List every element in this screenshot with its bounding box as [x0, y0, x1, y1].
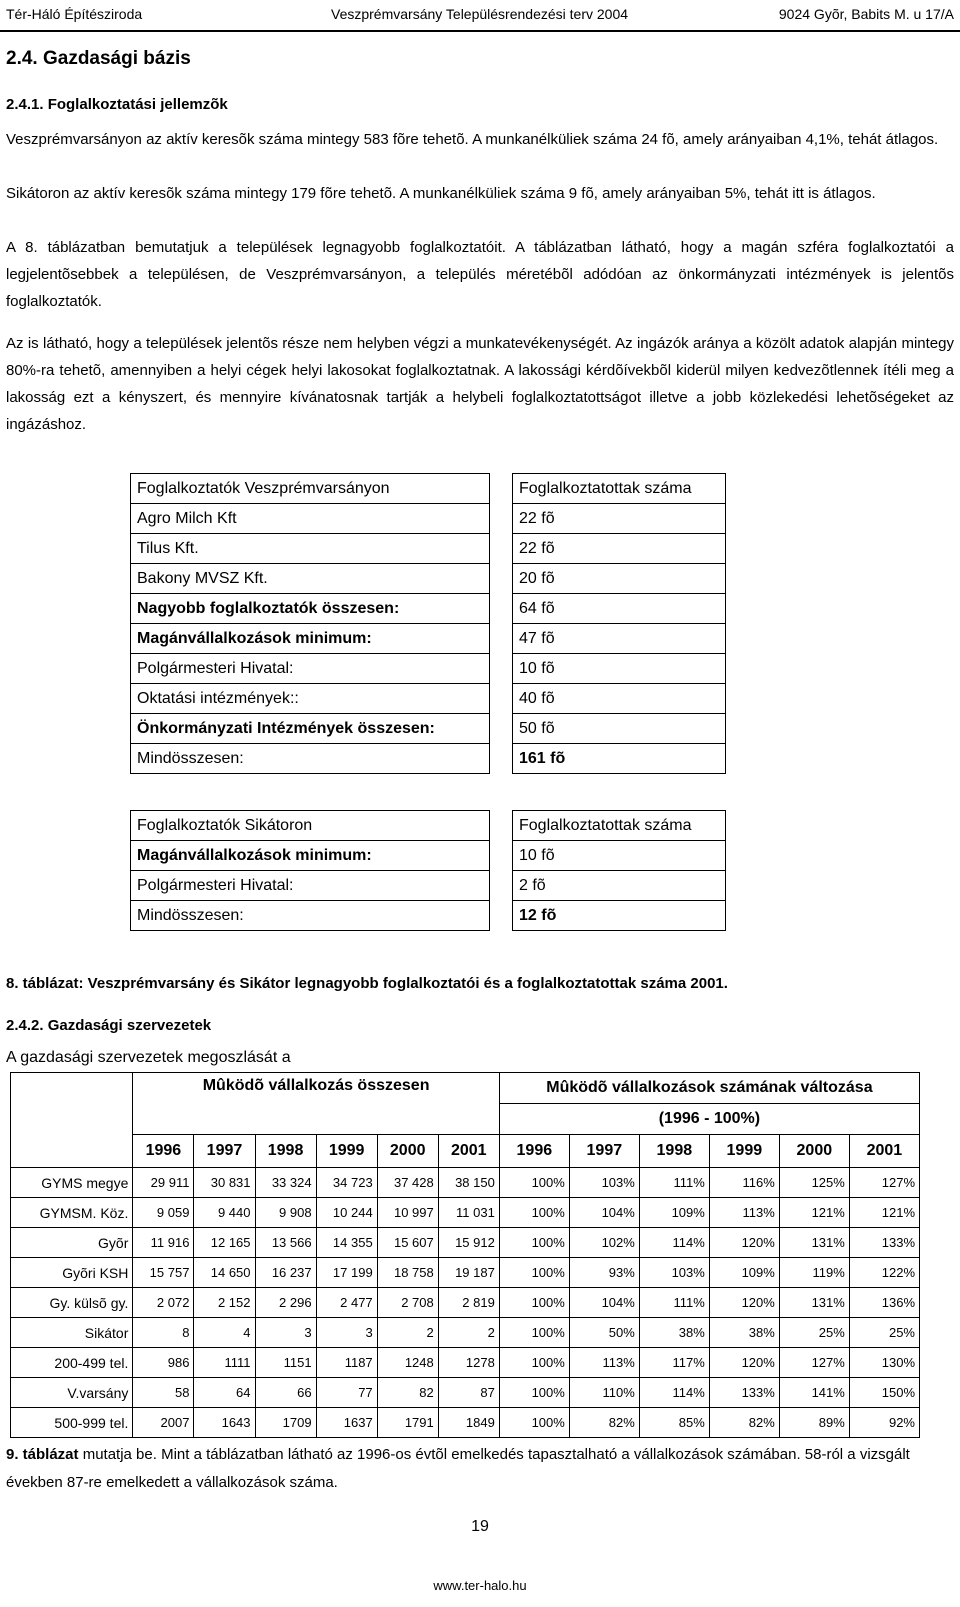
enterprise-count-cell: 12 165	[194, 1228, 255, 1258]
change-percent-cell: 38%	[639, 1318, 709, 1348]
change-percent-cell: 25%	[849, 1318, 919, 1348]
change-percent-cell: 133%	[849, 1228, 919, 1258]
table-row	[11, 1198, 920, 1228]
enterprise-count-cell: 1278	[438, 1348, 499, 1378]
enterprise-count-cell: 15 607	[377, 1228, 438, 1258]
section-title: 2.4. Gazdasági bázis	[6, 48, 191, 69]
table-group-header-row	[11, 1073, 920, 1104]
table-body	[11, 1168, 920, 1438]
employee-count: 10 fõ	[513, 841, 726, 871]
employee-count: 161 fõ	[513, 744, 726, 774]
employer-name: Tilus Kft.	[131, 534, 490, 564]
header-plan-title: Veszprémvarsány Településrendezési terv 2004	[331, 6, 629, 22]
change-percent-cell: 89%	[779, 1408, 849, 1438]
change-percent-cell: 82%	[709, 1408, 779, 1438]
year-header: 1996	[499, 1135, 569, 1168]
employee-count: 22 fõ	[513, 534, 726, 564]
change-percent-cell: 100%	[499, 1378, 569, 1408]
row-label: 200-499 tel.	[11, 1348, 133, 1378]
enterprise-count-cell: 2 477	[316, 1288, 377, 1318]
change-percent-cell: 111%	[639, 1288, 709, 1318]
enterprise-count-cell: 9 908	[255, 1198, 316, 1228]
year-header: 1996	[133, 1135, 194, 1168]
year-header: 2000	[377, 1135, 438, 1168]
enterprise-count-cell: 1187	[316, 1348, 377, 1378]
employer-name: Oktatási intézmények::	[131, 684, 490, 714]
change-percent-cell: 113%	[569, 1348, 639, 1378]
table-header-count: Foglalkoztatottak száma	[513, 474, 726, 504]
enterprise-count-cell: 77	[316, 1378, 377, 1408]
enterprise-count-cell: 2007	[133, 1408, 194, 1438]
employee-count: 12 fõ	[513, 901, 726, 931]
enterprise-count-cell: 11 916	[133, 1228, 194, 1258]
table-row	[131, 654, 726, 684]
employee-count: 22 fõ	[513, 504, 726, 534]
enterprise-count-cell: 3	[316, 1318, 377, 1348]
employee-count: 10 fõ	[513, 654, 726, 684]
enterprise-count-cell: 16 237	[255, 1258, 316, 1288]
enterprise-count-cell: 13 566	[255, 1228, 316, 1258]
enterprise-count-cell: 11 031	[438, 1198, 499, 1228]
year-header: 1999	[316, 1135, 377, 1168]
enterprise-count-cell: 82	[377, 1378, 438, 1408]
paragraph-employers: A 8. táblázatban bemutatjuk a települések legnagyobb foglalkoztatóit. A táblázatban látható, hogy a magán szféra foglalkoztatói a legjelentõsebbek a településen, de Veszprémvarsányon, a település méretébõl adódóan az önkormányzati intézmények is jelentõs foglalkoztatók.	[6, 239, 954, 310]
enterprise-count-cell: 2 296	[255, 1288, 316, 1318]
enterprise-count-cell: 1849	[438, 1408, 499, 1438]
enterprise-count-cell: 2 152	[194, 1288, 255, 1318]
enterprise-count-cell: 1111	[194, 1348, 255, 1378]
change-percent-cell: 38%	[709, 1318, 779, 1348]
enterprise-count-cell: 29 911	[133, 1168, 194, 1198]
table-row	[131, 744, 726, 774]
header-office: Tér-Háló Építésziroda	[6, 6, 143, 22]
enterprise-count-cell: 1637	[316, 1408, 377, 1438]
change-percent-cell: 113%	[709, 1198, 779, 1228]
enterprise-count-cell: 19 187	[438, 1258, 499, 1288]
table-row	[11, 1348, 920, 1378]
subsection-title-organizations: 2.4.2. Gazdasági szervezetek	[6, 1017, 212, 1034]
change-percent-cell: 119%	[779, 1258, 849, 1288]
change-percent-cell: 100%	[499, 1168, 569, 1198]
enterprise-count-cell: 14 355	[316, 1228, 377, 1258]
employee-count: 64 fõ	[513, 594, 726, 624]
year-header: 1998	[255, 1135, 316, 1168]
change-percent-cell: 93%	[569, 1258, 639, 1288]
table-row	[131, 504, 726, 534]
conclusion-text: mutatja be. Mint a táblázatban látható az 1996-os évtõl emelkedés tapasztalható a vállalkozások számában. 58-ról a vizsgált években 87-re emelkedett a vállalkozások száma.	[6, 1446, 910, 1491]
table-header-row	[131, 811, 726, 841]
employee-count: 50 fõ	[513, 714, 726, 744]
change-percent-cell: 110%	[569, 1378, 639, 1408]
change-percent-cell: 100%	[499, 1258, 569, 1288]
enterprise-count-cell: 9 059	[133, 1198, 194, 1228]
change-percent-cell: 120%	[709, 1228, 779, 1258]
change-percent-cell: 120%	[709, 1348, 779, 1378]
change-percent-cell: 111%	[639, 1168, 709, 1198]
enterprise-count-cell: 14 650	[194, 1258, 255, 1288]
paragraph-commuting: Az is látható, hogy a települések jelentõs része nem helyben végzi a munkatevékenységét. Az ingázók aránya a közölt adatok alapján mintegy 80%-ra tehetõ, amennyiben a helyi cégek helyi lakosokat foglalkoztatnak. A lakossági kérdõívekbõl kiderül milyen kedvezõtlennek ítéli meg a lakosság ezt a kényszert, és mennyire kívánatosnak tartják a helybeli foglalkoztatottságot illetve a jobb közlekedési lehetõségeket az ingázáshoz.	[6, 335, 954, 433]
table-row	[11, 1228, 920, 1258]
paragraph-veszprem: Veszprémvarsányon az aktív keresõk száma mintegy 583 fõre tehetõ. A munkanélküliek száma 24 fõ, amely arányaiban 4,1%, tehát átlagos.	[6, 131, 939, 148]
employee-count: 2 fõ	[513, 871, 726, 901]
employer-name: Nagyobb foglalkoztatók összesen:	[131, 594, 490, 624]
table-row	[11, 1288, 920, 1318]
change-percent-cell: 102%	[569, 1228, 639, 1258]
enterprise-count-cell: 1248	[377, 1348, 438, 1378]
row-label: Gy. külsõ gy.	[11, 1288, 133, 1318]
change-percent-cell: 92%	[849, 1408, 919, 1438]
table-row	[11, 1408, 920, 1438]
enterprise-count-cell: 18 758	[377, 1258, 438, 1288]
row-label: 500-999 tel.	[11, 1408, 133, 1438]
enterprise-count-cell: 37 428	[377, 1168, 438, 1198]
table-row	[11, 1258, 920, 1288]
enterprise-count-cell: 58	[133, 1378, 194, 1408]
change-percent-cell: 130%	[849, 1348, 919, 1378]
table-row	[131, 901, 726, 931]
enterprise-count-cell: 15 912	[438, 1228, 499, 1258]
enterprise-count-cell: 1643	[194, 1408, 255, 1438]
enterprise-count-cell: 2	[377, 1318, 438, 1348]
change-percent-cell: 136%	[849, 1288, 919, 1318]
row-label: V.varsány	[11, 1378, 133, 1408]
change-percent-cell: 127%	[779, 1348, 849, 1378]
year-header-row	[11, 1135, 920, 1168]
employer-name: Magánvállalkozások minimum:	[131, 841, 490, 871]
table-header-employers: Foglalkoztatók Sikátoron	[131, 811, 490, 841]
table-row	[131, 594, 726, 624]
change-percent-cell: 109%	[639, 1198, 709, 1228]
change-percent-cell: 133%	[709, 1378, 779, 1408]
change-percent-cell: 120%	[709, 1288, 779, 1318]
employers-table-sikator	[130, 810, 726, 931]
enterprise-count-cell: 17 199	[316, 1258, 377, 1288]
change-percent-cell: 25%	[779, 1318, 849, 1348]
employer-name: Mindösszesen:	[131, 744, 490, 774]
year-header: 1999	[709, 1135, 779, 1168]
employer-name: Agro Milch Kft	[131, 504, 490, 534]
table-row	[11, 1378, 920, 1408]
change-percent-cell: 100%	[499, 1318, 569, 1348]
change-percent-cell: 50%	[569, 1318, 639, 1348]
enterprise-count-cell: 15 757	[133, 1258, 194, 1288]
enterprise-count-cell: 38 150	[438, 1168, 499, 1198]
paragraph-sikator: Sikátoron az aktív keresõk száma mintegy 179 fõre tehetõ. A munkanélküliek száma 9 fõ, amely arányaiban 5%, tehát itt is átlagos.	[6, 185, 876, 202]
enterprise-count-cell: 2	[438, 1318, 499, 1348]
year-header: 2000	[779, 1135, 849, 1168]
change-percent-cell: 131%	[779, 1288, 849, 1318]
header-address: 9024 Gyõr, Babits M. u 17/A	[778, 6, 954, 22]
group-header-change-base: (1996 - 100%)	[499, 1104, 919, 1135]
table-row	[131, 871, 726, 901]
change-percent-cell: 85%	[639, 1408, 709, 1438]
employer-name: Mindösszesen:	[131, 901, 490, 931]
year-header: 1998	[639, 1135, 709, 1168]
change-percent-cell: 116%	[709, 1168, 779, 1198]
enterprise-count-cell: 66	[255, 1378, 316, 1408]
change-percent-cell: 100%	[499, 1288, 569, 1318]
employer-name: Bakony MVSZ Kft.	[131, 564, 490, 594]
row-label: Gyõr	[11, 1228, 133, 1258]
enterprise-count-cell: 2 819	[438, 1288, 499, 1318]
employer-name: Önkormányzati Intézmények összesen:	[131, 714, 490, 744]
change-percent-cell: 103%	[639, 1258, 709, 1288]
enterprise-count-cell: 4	[194, 1318, 255, 1348]
table-row	[131, 841, 726, 871]
change-percent-cell: 100%	[499, 1408, 569, 1438]
change-percent-cell: 100%	[499, 1228, 569, 1258]
group-header-total: Mûködõ vállalkozás összesen	[133, 1073, 499, 1135]
table-caption-8: 8. táblázat: Veszprémvarsány és Sikátor legnagyobb foglalkoztatói és a foglalkoztatottak száma 2001.	[6, 975, 728, 992]
year-header: 1997	[569, 1135, 639, 1168]
table-header-row	[131, 474, 726, 504]
table-row	[131, 564, 726, 594]
change-percent-cell: 109%	[709, 1258, 779, 1288]
employee-count: 20 fõ	[513, 564, 726, 594]
change-percent-cell: 117%	[639, 1348, 709, 1378]
enterprise-count-cell: 1151	[255, 1348, 316, 1378]
row-label: GYMS megye	[11, 1168, 133, 1198]
enterprise-count-cell: 30 831	[194, 1168, 255, 1198]
table-row	[11, 1168, 920, 1198]
change-percent-cell: 104%	[569, 1288, 639, 1318]
employer-name: Magánvállalkozások minimum:	[131, 624, 490, 654]
change-percent-cell: 103%	[569, 1168, 639, 1198]
employee-count: 40 fõ	[513, 684, 726, 714]
enterprise-count-cell: 33 324	[255, 1168, 316, 1198]
header-rule	[0, 30, 960, 32]
employee-count: 47 fõ	[513, 624, 726, 654]
employer-name: Polgármesteri Hivatal:	[131, 871, 490, 901]
enterprise-count-cell: 8	[133, 1318, 194, 1348]
table-header-count: Foglalkoztatottak száma	[513, 811, 726, 841]
change-percent-cell: 125%	[779, 1168, 849, 1198]
change-percent-cell: 100%	[499, 1198, 569, 1228]
enterprise-count-cell: 3	[255, 1318, 316, 1348]
change-percent-cell: 114%	[639, 1228, 709, 1258]
enterprise-count-cell: 87	[438, 1378, 499, 1408]
table-row	[131, 684, 726, 714]
table-row	[131, 714, 726, 744]
conclusion-paragraph	[6, 1441, 954, 1497]
enterprise-count-cell: 34 723	[316, 1168, 377, 1198]
table-row	[131, 624, 726, 654]
year-header: 2001	[438, 1135, 499, 1168]
conclusion-table-ref: 9. táblázat	[6, 1446, 79, 1463]
table-header-employers: Foglalkoztatók Veszprémvarsányon	[131, 474, 490, 504]
enterprises-table	[10, 1072, 920, 1438]
enterprise-count-cell: 986	[133, 1348, 194, 1378]
footer-website: www.ter-halo.hu	[433, 1578, 527, 1593]
change-percent-cell: 121%	[779, 1198, 849, 1228]
enterprise-count-cell: 1709	[255, 1408, 316, 1438]
organizations-intro: A gazdasági szervezetek megoszlását a	[6, 1049, 291, 1066]
enterprise-count-cell: 2 708	[377, 1288, 438, 1318]
row-label: GYMSM. Köz.	[11, 1198, 133, 1228]
enterprise-count-cell: 9 440	[194, 1198, 255, 1228]
year-header: 1997	[194, 1135, 255, 1168]
change-percent-cell: 127%	[849, 1168, 919, 1198]
change-percent-cell: 100%	[499, 1348, 569, 1378]
change-percent-cell: 104%	[569, 1198, 639, 1228]
change-percent-cell: 141%	[779, 1378, 849, 1408]
row-label: Sikátor	[11, 1318, 133, 1348]
enterprise-count-cell: 64	[194, 1378, 255, 1408]
change-percent-cell: 131%	[779, 1228, 849, 1258]
change-percent-cell: 150%	[849, 1378, 919, 1408]
employer-name: Polgármesteri Hivatal:	[131, 654, 490, 684]
change-percent-cell: 122%	[849, 1258, 919, 1288]
employers-table-veszprem	[130, 473, 726, 774]
table-row	[131, 534, 726, 564]
enterprise-count-cell: 2 072	[133, 1288, 194, 1318]
enterprise-count-cell: 10 997	[377, 1198, 438, 1228]
enterprise-count-cell: 1791	[377, 1408, 438, 1438]
change-percent-cell: 114%	[639, 1378, 709, 1408]
page-number: 19	[471, 1518, 489, 1535]
enterprise-count-cell: 10 244	[316, 1198, 377, 1228]
row-label: Gyõri KSH	[11, 1258, 133, 1288]
year-header: 2001	[849, 1135, 919, 1168]
page-header	[6, 6, 954, 26]
change-percent-cell: 121%	[849, 1198, 919, 1228]
subsection-title-employment: 2.4.1. Foglalkoztatási jellemzõk	[6, 96, 228, 113]
change-percent-cell: 82%	[569, 1408, 639, 1438]
group-header-change: Mûködõ vállalkozások számának változása	[499, 1073, 919, 1104]
table-row	[11, 1318, 920, 1348]
